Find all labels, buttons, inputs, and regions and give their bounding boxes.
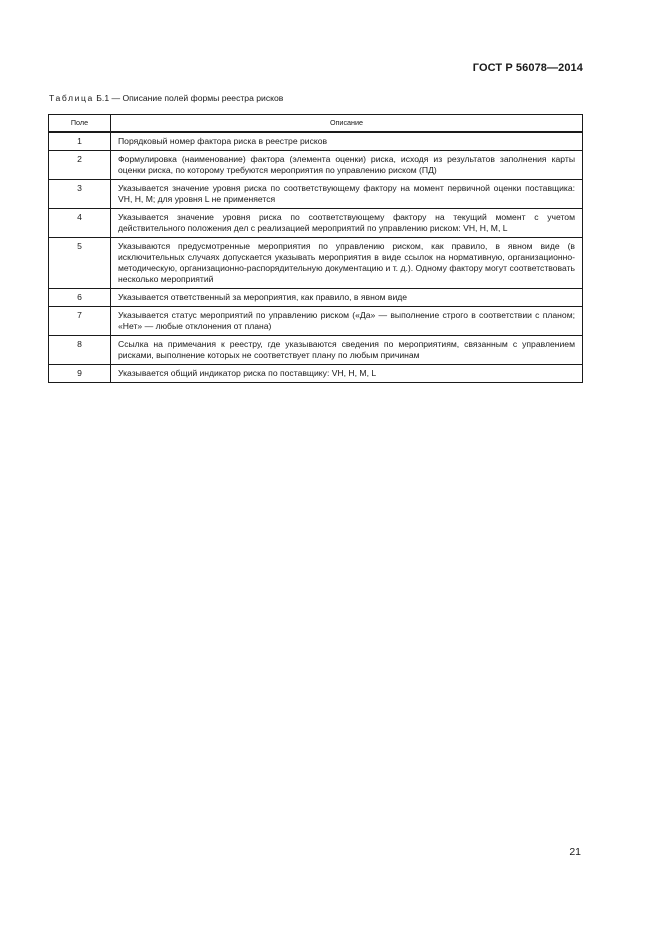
field-description: Указывается значение уровня риска по соответствующему фактору на момент первичной оценки поставщика: VH, H, M; для уровня L не применяется [111, 180, 583, 209]
field-description: Порядковый номер фактора риска в реестре рисков [111, 132, 583, 151]
table-row [49, 209, 583, 238]
table-caption-prefix: Таблица [49, 93, 94, 103]
field-description: Указывается общий индикатор риска по поставщику: VH, H, M, L [111, 365, 583, 383]
column-header-description: Описание [111, 115, 583, 133]
table-row [49, 151, 583, 180]
field-description: Формулировка (наименование) фактора (элемента оценки) риска, исходя из результатов заполнения карты оценки риска, по которому требуются мероприятия по управлению риском (ПД) [111, 151, 583, 180]
table-row [49, 365, 583, 383]
column-header-field: Поле [49, 115, 111, 133]
field-description: Указывается ответственный за мероприятия, как правило, в явном виде [111, 289, 583, 307]
field-number: 1 [49, 132, 111, 151]
table-row [49, 336, 583, 365]
field-description: Указывается значение уровня риска по соответствующему фактору на текущий момент с учетом действительного положения дел с реализацией мероприятий по управлению риском: VH, H, M, L [111, 209, 583, 238]
field-number: 4 [49, 209, 111, 238]
field-number: 5 [49, 238, 111, 289]
field-number: 6 [49, 289, 111, 307]
field-description: Ссылка на примечания к реестру, где указываются сведения по мероприятиям, связанным с управлением рисками, выполнение которых не соответствует плану по любым причинам [111, 336, 583, 365]
table-row [49, 307, 583, 336]
field-number: 2 [49, 151, 111, 180]
field-description: Указываются предусмотренные мероприятия по управлению риском, как правило, в явном виде (в исключительных случаях допускается указывать мероприятия в виде ссылок на нормативную, организационно-методическую, организационно-распорядительную документацию и т. д.). Одному фактору могут соответствовать несколько мероприятий [111, 238, 583, 289]
table-row [49, 180, 583, 209]
field-number: 9 [49, 365, 111, 383]
fields-description-table [48, 114, 583, 383]
field-description: Указывается статус мероприятий по управлению риском («Да» — выполнение строго в соответствии с планом; «Нет» — любые отклонения от плана) [111, 307, 583, 336]
page-number: 21 [569, 846, 581, 858]
table-row [49, 132, 583, 151]
table-caption [49, 93, 283, 103]
field-number: 7 [49, 307, 111, 336]
document-code: ГОСТ Р 56078—2014 [472, 62, 583, 74]
table-row [49, 238, 583, 289]
field-number: 8 [49, 336, 111, 365]
table-caption-title: Б.1 — Описание полей формы реестра рисков [93, 93, 284, 103]
field-number: 3 [49, 180, 111, 209]
table-row [49, 289, 583, 307]
table-header-row [49, 115, 583, 133]
